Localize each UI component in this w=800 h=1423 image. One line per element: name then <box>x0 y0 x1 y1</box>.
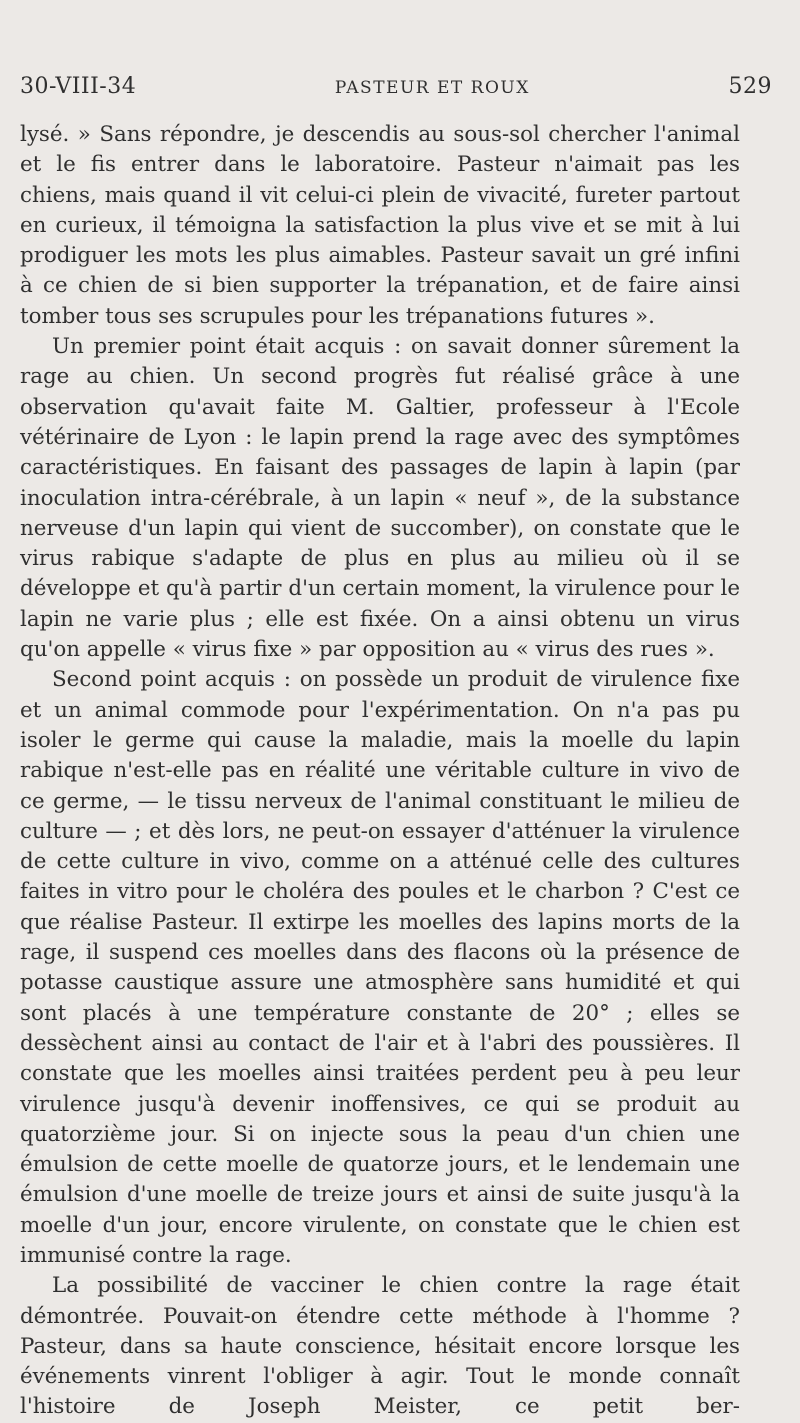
page-number: 529 <box>728 74 772 99</box>
paragraph: Second point acquis : on possède un produit de virulence fixe et un animal commode pour l'expérimentation. On n'a pas pu isoler le germe qui cause la maladie, mais la moelle du lapin rabique n'est-elle pas en réalité une véritable culture in vivo de ce germe, — le tissu nerveux de l'animal constituant le milieu de culture — ; et dès lors, ne peut-on essayer d'atténuer la virulence de cette culture in vivo, comme on a atténué celle des cultures faites in vitro pour le choléra des poules et le charbon ? C'est ce que réalise Pasteur. Il extirpe les moelles des lapins morts de la rage, il suspend ces moelles dans des flacons où la présence de potasse caustique assure une atmosphère sans humidité et qui sont placés à une température constante de 20° ; elles se dessèchent ainsi au contact de l'air et à l'abri des poussières. Il constate que les moelles ainsi traitées perdent peu à peu leur virulence jusqu'à devenir inoffensives, ce qui se produit au quatorzième jour. Si on injecte sous la peau d'un chien une émulsion de cette moelle de quatorze jours, et le lendemain une émulsion d'une moelle de treize jours et ainsi de suite jusqu'à la moelle d'un jour, encore virulente, on constate que le chien est immunisé contre la rage. <box>20 667 740 1268</box>
body-text <box>20 120 740 1423</box>
paragraph: Un premier point était acquis : on savait donner sûrement la rage au chien. Un second progrès fut réalisé grâce à une observation qu'avait faite M. Galtier, professeur à l'Ecole vétérinaire de Lyon : le lapin prend la rage avec des symptômes caractéristiques. En faisant des passages de lapin à lapin (par inoculation intra-cérébrale, à un lapin « neuf », de la substance nerveuse d'un lapin qui vient de succomber), on constate que le virus rabique s'adapte de plus en plus au milieu où il se développe et qu'à partir d'un certain moment, la virulence pour le lapin ne varie plus ; elle est fixée. On a ainsi obtenu un virus qu'on appelle « virus fixe » par opposition au « virus des rues ». <box>20 334 740 663</box>
header-date: 30-VIII-34 <box>20 74 137 99</box>
paragraph: La possibilité de vacciner le chien contre la rage était démontrée. Pouvait-on étendre cette méthode à l'homme ? Pasteur, dans sa haute conscience, hésitait encore lorsque les événements vinrent l'obliger à agir. Tout le monde connaît l'histoire de Joseph Meister, ce petit ber- <box>20 1273 740 1420</box>
paragraph: lysé. » Sans répondre, je descendis au sous-sol chercher l'animal et le fis entrer dans le laboratoire. Pasteur n'aimait pas les chiens, mais quand il vit celui-ci plein de vivacité, fureter partout en curieux, il témoigna la satisfaction la plus vive et se mit à lui prodiguer les mots les plus aimables. Pasteur savait un gré infini à ce chien de si bien supporter la trépanation, et de faire ainsi tomber tous ses scrupules pour les trépanations futures ». <box>20 122 740 329</box>
page-header <box>20 74 772 99</box>
running-title: PASTEUR ET ROUX <box>334 78 530 98</box>
